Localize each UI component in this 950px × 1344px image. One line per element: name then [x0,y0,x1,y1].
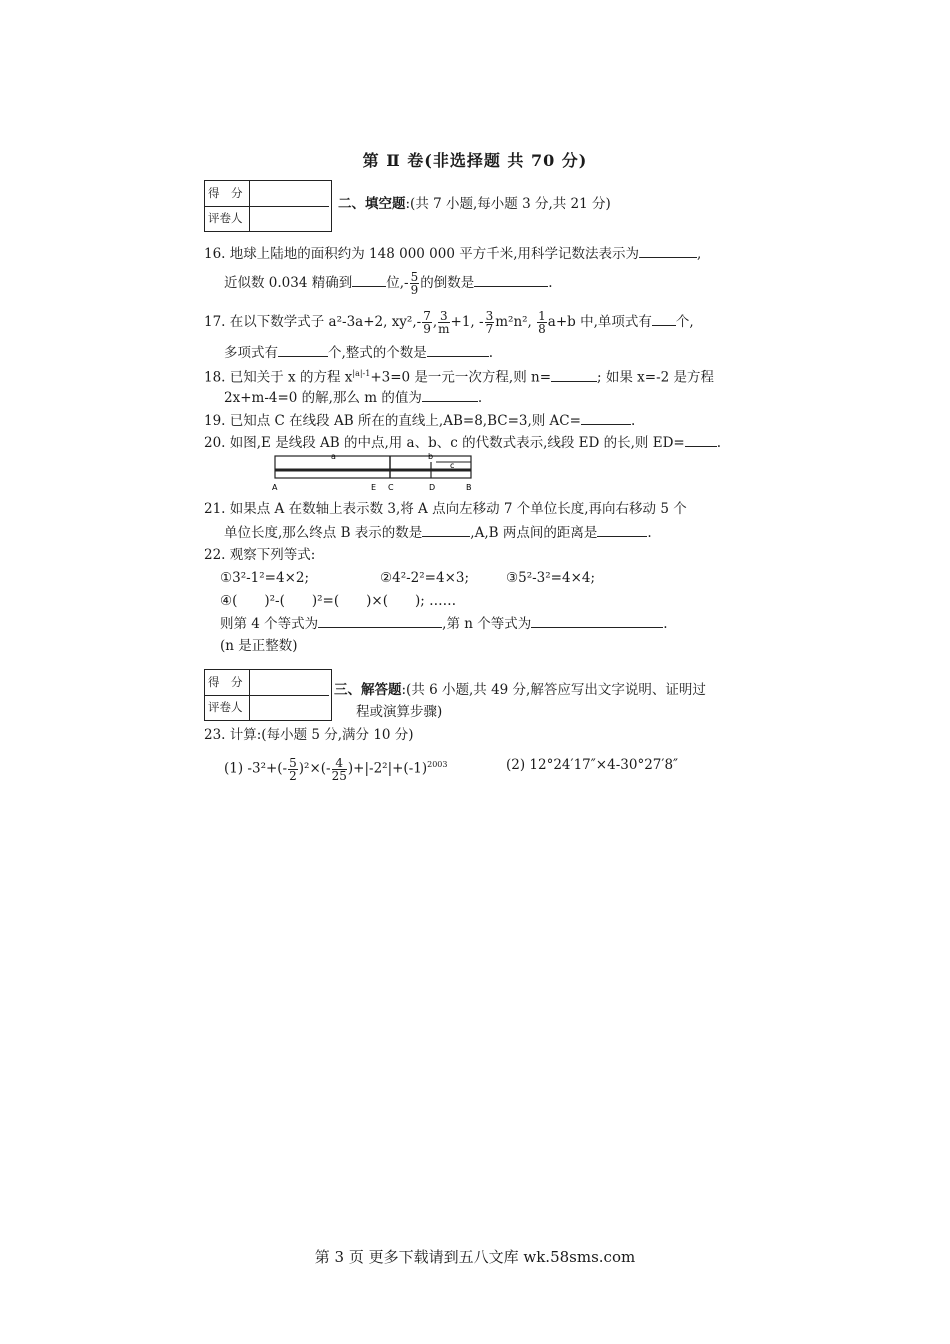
question-23-part-2: (2) 12°24′17″×4-30°27′8″ [506,757,679,773]
section-3-desc-1: :(共 6 小题,共 49 分,解答应写出文字说明、证明过 [401,682,706,698]
question-22-eq-1: ①3²-1²=4×2; [220,570,310,586]
question-19: 19. 已知点 C 在线段 AB 所在的直线上,AB=8,BC=3,则 AC= . [204,410,635,431]
answer-blank[interactable] [652,311,676,326]
question-21-line-1: 21. 如果点 A 在数轴上表示数 3,将 A 点向左移动 7 个单位长度,再向右移动 5 个 [204,501,687,517]
point-label-a: A [272,483,278,492]
question-22-answer-line: 则第 4 个等式为 ,第 n 个等式为 . [220,613,668,634]
answer-blank[interactable] [427,342,489,357]
point-label-d: D [429,483,436,492]
grader-label: 评卷人 [205,206,250,231]
fraction: $\frac{4}{25}$ [331,755,347,783]
grader-label: 评卷人 [205,695,250,720]
answer-blank[interactable] [597,522,647,537]
question-17-line-2: 多项式有 个,整式的个数是 . [224,342,493,363]
point-label-c: C [388,483,394,492]
section-3-header [334,680,706,701]
fraction: $\frac{3}{m}$ [438,309,450,336]
question-16-line-1: 16. 地球上陆地的面积约为 148 000 000 平方千米,用科学记数法表示为 , [204,243,701,264]
question-21-line-2: 单位长度,那么终点 B 表示的数是 ,A,B 两点间的距离是 . [224,522,652,543]
answer-blank[interactable] [551,367,597,382]
question-22-eq-3: ③5²-3²=4×4; [506,570,596,586]
point-label-e: E [371,483,377,492]
question-23-part-1: (1) -3²+(- $\frac{5}{2}$ )²×(- $\frac{4}{25}$ )$+|-2^2|+(-1)^{2003}$ [224,755,448,783]
score-label: 得 分 [205,181,250,206]
score-label: 得 分 [205,670,250,695]
score-box-2 [204,669,332,721]
fraction: $\frac{5}{2}$ [289,755,297,783]
page-footer: 第 3 页 更多下载请到五八文库 wk.58sms.com [314,1248,636,1266]
answer-blank[interactable] [352,272,386,287]
question-16-line-2: 近似数 0.034 精确到 位,- $\frac{5}{9}$ 的倒数是 . [224,270,553,297]
answer-blank[interactable] [318,613,442,628]
fraction: $\frac{5}{9}$ [410,270,419,297]
section-2-heading: 二、填空题 [338,196,406,212]
fraction: $\frac{7}{9}$ [423,309,431,336]
section-2-header [338,194,611,215]
point-label-b: B [466,483,472,492]
question-17-line-1: 17. 在以下数学式子 a²-3a+2, xy²,- $\frac{7}{9}$ , $\frac{3}{m}$ +1, - $\frac{3}{7}$ m²n², $\frac{1}{8}$ a+b 中,单项式有 个, [204,309,694,336]
question-18-line-1: 18. 已知关于 x 的方程 $x^{|a|-1}+3=0$ 是一元一次方程,则 n= ; 如果 x=-2 是方程 [204,364,714,388]
fraction: $\frac{1}{8}$ [538,309,546,336]
answer-blank[interactable] [531,613,663,628]
answer-blank[interactable] [422,522,470,537]
question-18-line-2: 2x+m-4=0 的解,那么 m 的值为 . [224,387,482,408]
section-3-heading: 三、解答题 [334,682,402,698]
question-22-head: 22. 观察下列等式: [204,547,316,563]
label-a: a [331,452,336,461]
fraction: $\frac{3}{7}$ [485,309,494,336]
answer-blank[interactable] [581,410,631,425]
segment-figure [268,448,478,494]
answer-blank[interactable] [685,432,717,447]
score-box [204,180,332,232]
answer-blank[interactable] [422,387,478,402]
label-b: b [428,452,434,461]
page-title: 第 Ⅱ 卷(非选择题 共 70 分) [362,151,588,170]
answer-blank[interactable] [474,272,548,287]
question-23-head: 23. 计算:(每小题 5 分,满分 10 分) [204,727,414,743]
answer-blank[interactable] [639,243,697,258]
section-2-desc: :(共 7 小题,每小题 3 分,共 21 分) [405,196,611,212]
question-22-eq-4: ④( )²-( )²=( )×( ); …… [220,593,457,609]
answer-blank[interactable] [278,342,328,357]
section-3-desc-2: 程或演算步骤) [356,704,443,720]
question-20: 20. 如图,E 是线段 AB 的中点,用 a、b、c 的代数式表示,线段 ED 的长,则 ED= . [204,432,721,453]
question-22-eq-2: ②4²-2²=4×3; [380,570,470,586]
label-c: c [450,461,455,470]
question-22-note: (n 是正整数) [220,638,298,654]
